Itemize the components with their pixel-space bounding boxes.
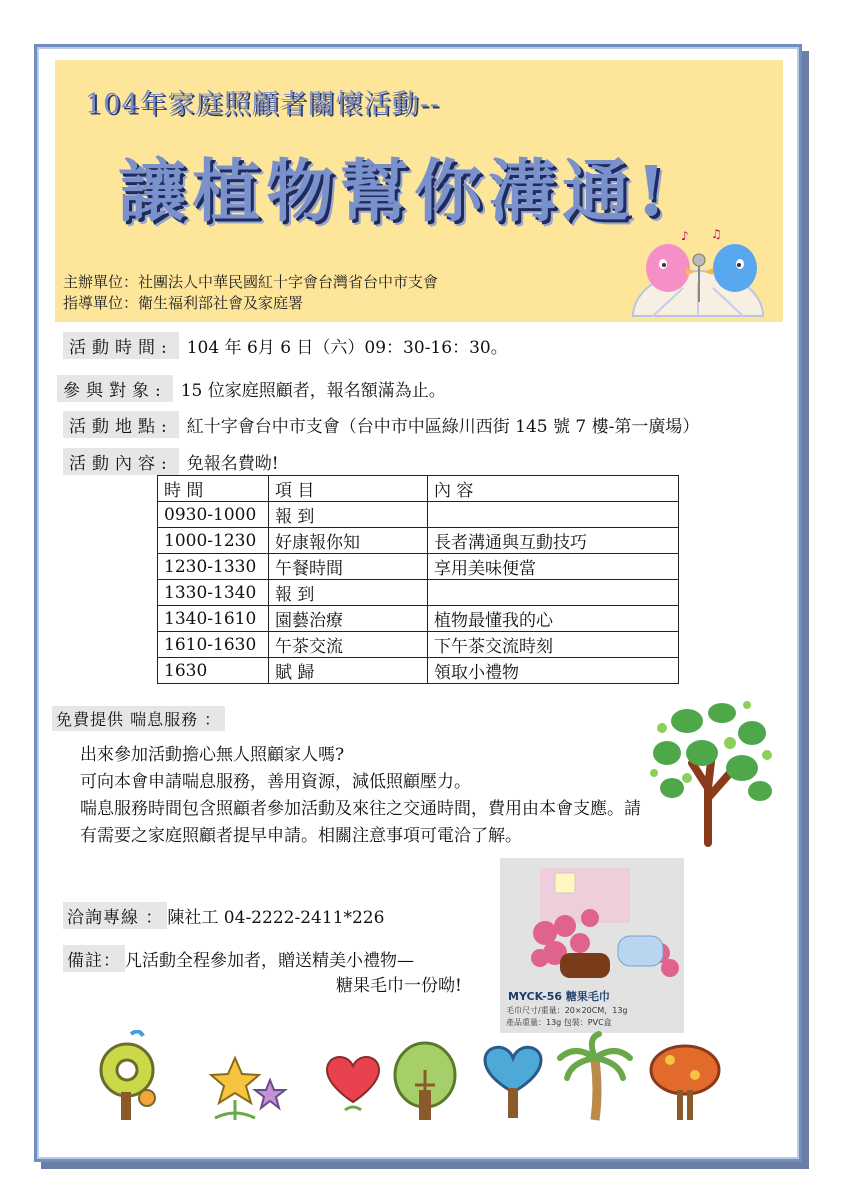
contact-label: 洽詢專線 ： [63, 902, 167, 929]
tree-illustration [642, 693, 780, 851]
bush-icon [395, 1043, 455, 1120]
header-item: 項 目 [269, 476, 428, 502]
stars-icon [211, 1058, 285, 1120]
gift-photo [500, 858, 684, 1033]
content-value: 免報名費呦! [186, 454, 279, 474]
cell-content: 享用美味便當 [428, 554, 679, 580]
event-subtitle: 104年家庭照顧者關懷活動-- [85, 89, 440, 120]
table-header-row [158, 476, 679, 502]
candy-towel-image [500, 858, 684, 988]
cell-time: 1330-1340 [158, 580, 269, 606]
service-description [80, 742, 650, 850]
gift-size: 毛巾尺寸/重量：20×20CM，13g [506, 1006, 628, 1015]
cell-item: 報 到 [269, 580, 428, 606]
cell-content: 領取小禮物 [428, 658, 679, 684]
service-line: 出來參加活動擔心無人照顧家人嗎? [80, 745, 345, 765]
place-label: 活動地點: [63, 411, 179, 438]
note-line2: 糖果毛巾一份呦! [336, 976, 462, 996]
cell-item: 午餐時間 [269, 554, 428, 580]
event-title: 讓植物幫你溝通! [118, 152, 672, 232]
heart-icon [327, 1057, 379, 1110]
cell-time: 1000-1230 [158, 528, 269, 554]
cell-time: 1610-1630 [158, 632, 269, 658]
service-heading-row [52, 706, 225, 731]
target-value: 15 位家庭照顧者，報名額滿為止。 [180, 381, 446, 401]
service-label: 免費提供 喘息服務 ： [52, 706, 225, 731]
cell-time: 1340-1610 [158, 606, 269, 632]
svg-text:♫: ♫ [711, 228, 722, 241]
cell-content: 長者溝通與互動技巧 [428, 528, 679, 554]
contact-row [63, 902, 384, 929]
gift-weight: 產品重量：13g 包裝：PVC盒 [506, 1018, 612, 1027]
organizer-text: 主辦單位：社團法人中華民國紅十字會台灣省台中市支會 [63, 273, 439, 291]
autumn-tree-icon [651, 1046, 719, 1120]
place-row [63, 411, 699, 438]
note-label: 備註： [63, 945, 125, 972]
table-row [158, 502, 679, 528]
note-line1: 凡活動全程參加者，贈送精美小禮物— [125, 951, 414, 971]
service-line: 喘息服務時間包含照顧者參加活動及來往之交通時間，費用由本會支應。請有需要之家庭照顧者提早申請。相關注意事項可電洽了解。 [80, 799, 641, 846]
content-label: 活動內容: [63, 448, 179, 475]
content-row [63, 448, 279, 475]
table-row [158, 606, 679, 632]
gift-product-name: MYCK-56 糖果毛巾 [508, 990, 610, 1003]
header-time: 時 間 [158, 476, 269, 502]
target-label: 參與對象: [57, 375, 173, 402]
time-value: 104 年 6月 6 日（六）09：30-16：30。 [186, 338, 508, 358]
target-row [57, 375, 446, 402]
place-value: 紅十字會台中市支會（台中市中區綠川西街 145 號 7 樓-第一廣場） [186, 417, 700, 437]
table-row [158, 554, 679, 580]
table-row [158, 658, 679, 684]
header-content: 內 容 [428, 476, 679, 502]
cell-item: 賦 歸 [269, 658, 428, 684]
singing-birds-illustration [623, 228, 773, 318]
organizer-block [63, 272, 438, 314]
time-row [63, 332, 508, 359]
cell-content [428, 502, 679, 528]
table-row [158, 632, 679, 658]
flower-tree-icon [101, 1031, 155, 1120]
cell-time: 1230-1330 [158, 554, 269, 580]
service-line: 可向本會申請喘息服務，善用資源，減低照顧壓力。 [80, 772, 471, 792]
decorative-border-illustrations [95, 1030, 735, 1125]
table-row [158, 528, 679, 554]
cell-time: 1630 [158, 658, 269, 684]
schedule-table [157, 475, 679, 684]
heart-tree-icon [485, 1047, 541, 1118]
cell-content: 植物最懂我的心 [428, 606, 679, 632]
cell-time: 0930-1000 [158, 502, 269, 528]
supervisor-text: 指導單位：衛生福利部社會及家庭署 [63, 294, 304, 312]
cell-content [428, 580, 679, 606]
cell-item: 報 到 [269, 502, 428, 528]
table-row [158, 580, 679, 606]
palm-tree-icon [560, 1034, 630, 1120]
svg-text:♪: ♪ [681, 229, 689, 243]
cell-item: 好康報你知 [269, 528, 428, 554]
cell-item: 園藝治療 [269, 606, 428, 632]
time-label: 活動時間: [63, 332, 179, 359]
cell-content: 下午茶交流時刻 [428, 632, 679, 658]
header-banner [55, 60, 783, 322]
note-row [63, 945, 414, 972]
cell-item: 午茶交流 [269, 632, 428, 658]
contact-value: 陳社工 04-2222-2411*226 [167, 908, 385, 928]
